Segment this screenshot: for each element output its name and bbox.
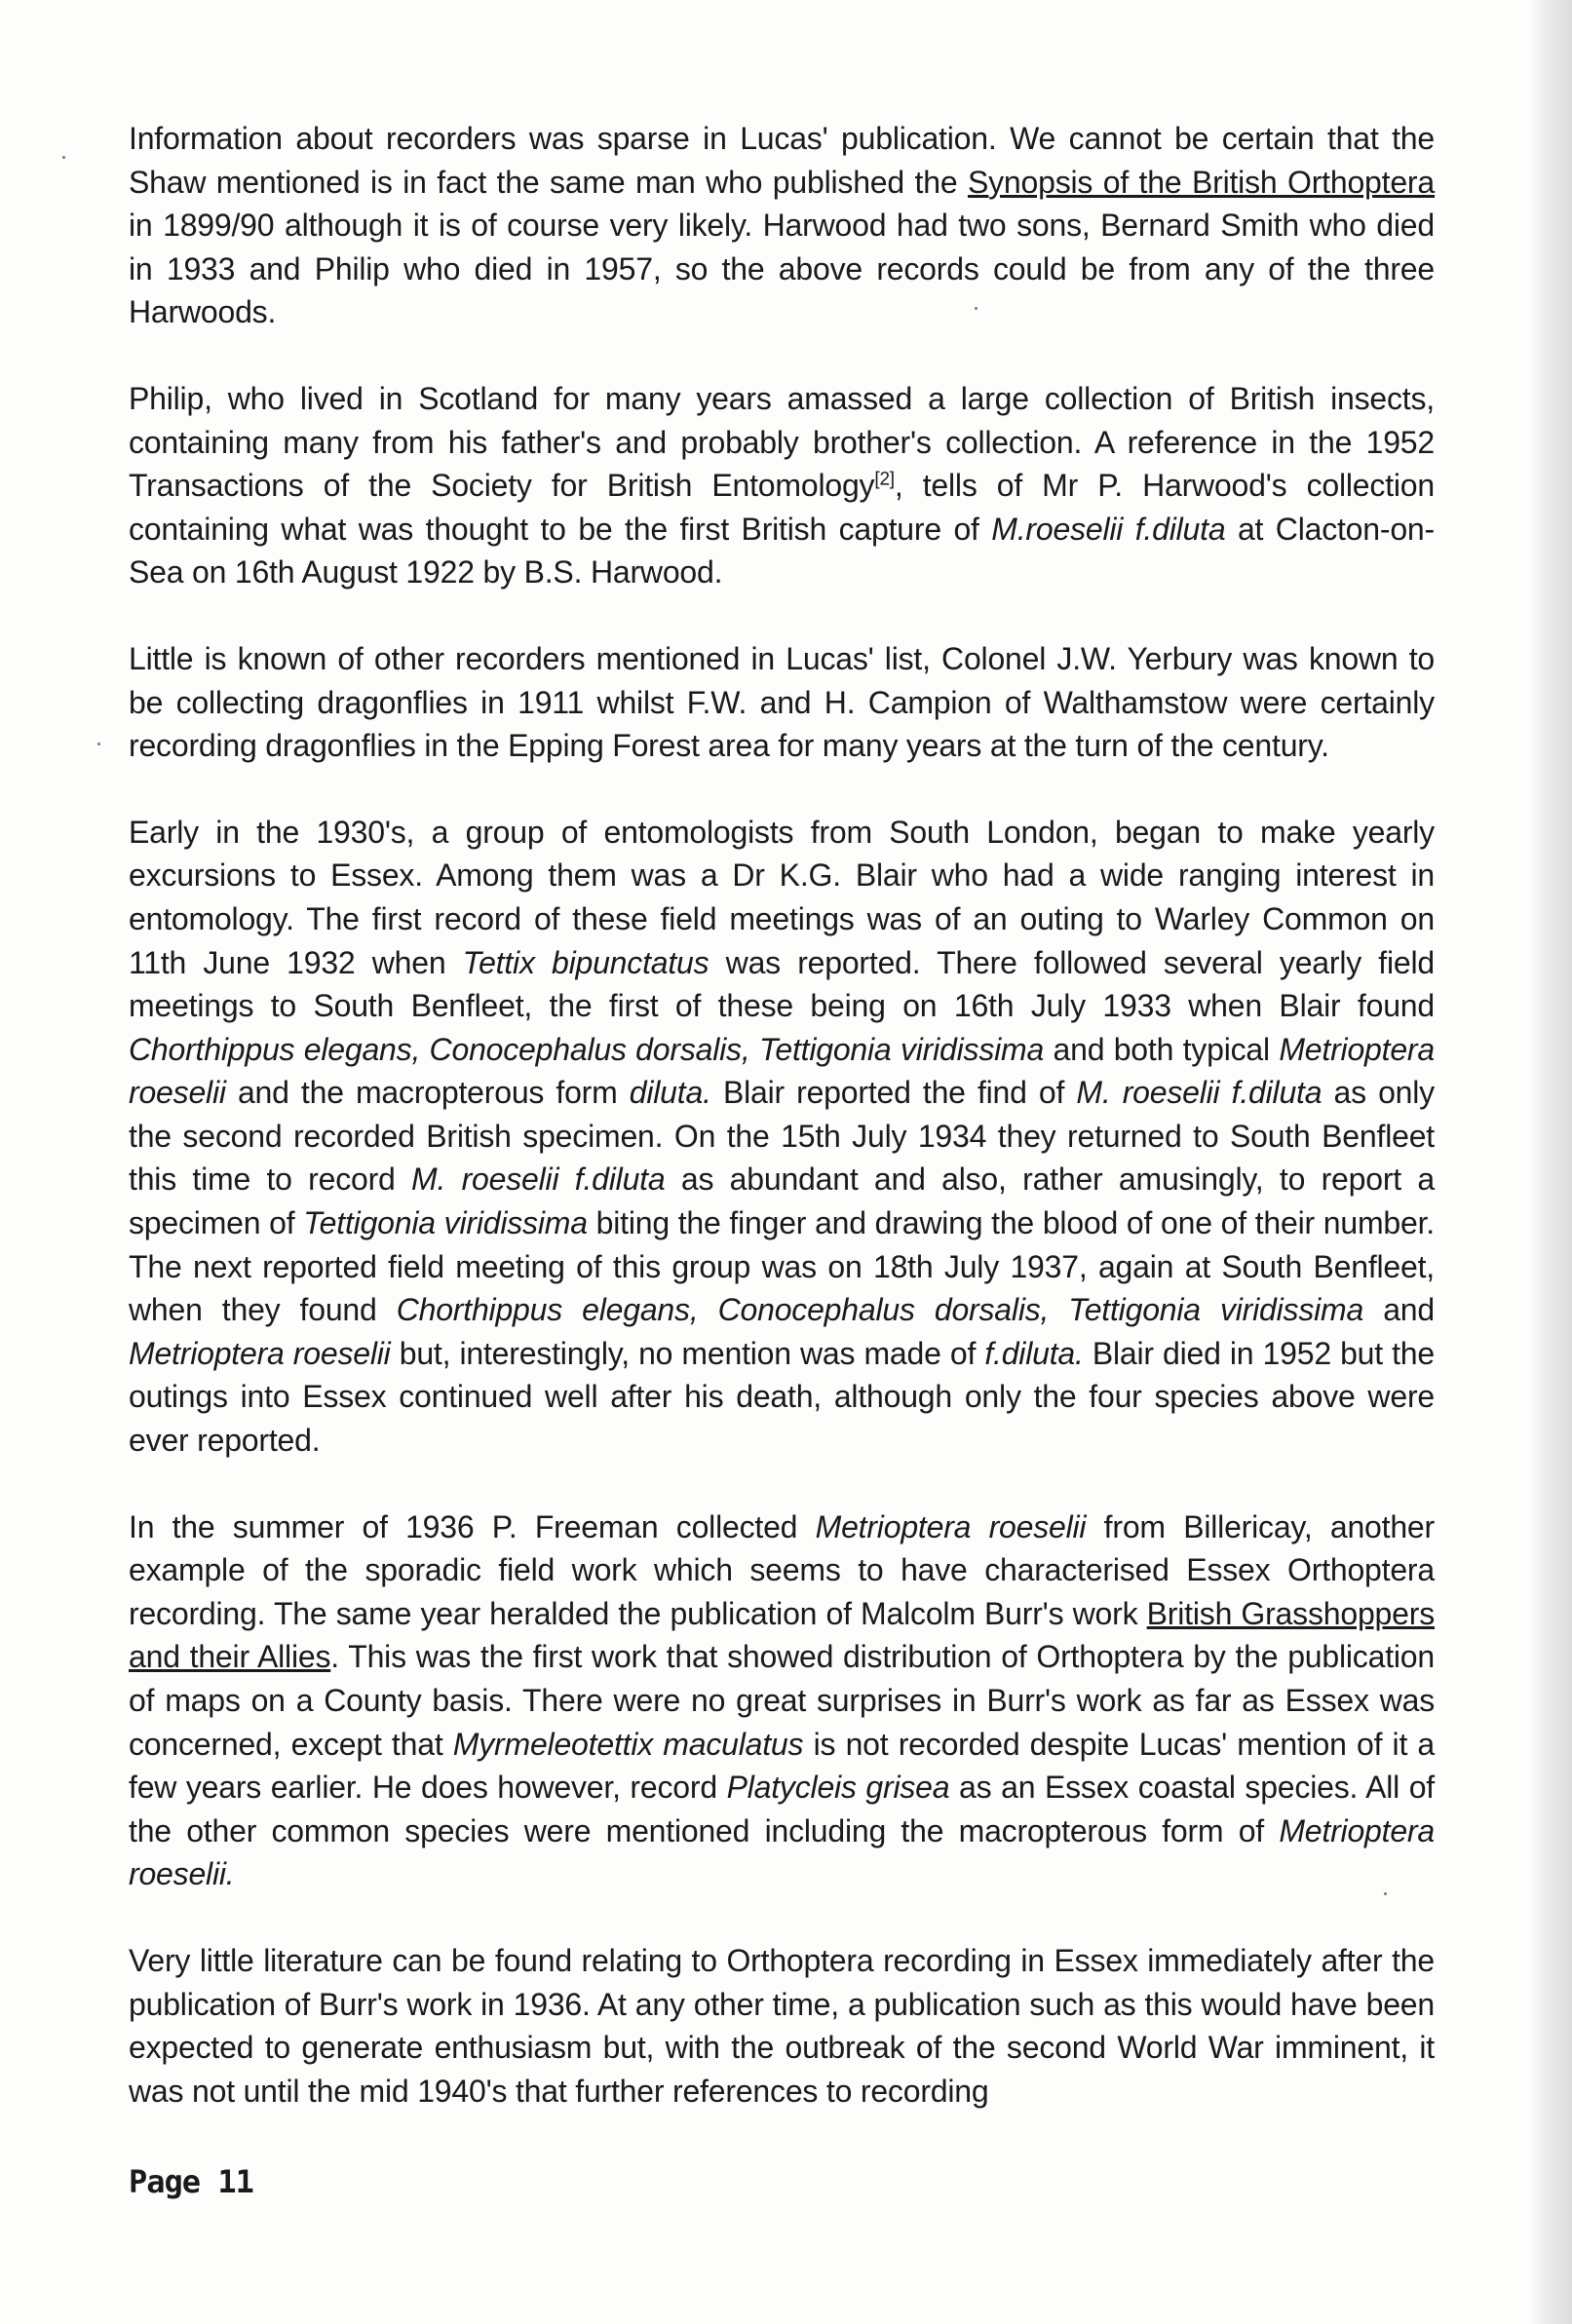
- species-name: M.roeselii f.diluta: [991, 511, 1226, 547]
- text-run: is not recorded despite Lucas' mention of it a few years earlier. He does however, record: [129, 1726, 1436, 1806]
- text-run: , tells of Mr P. Harwood's collection containing what was thought to be the first British capture of: [129, 468, 1435, 547]
- species-name: M. roeselii f.diluta: [1076, 1075, 1323, 1111]
- species-name: Metrioptera roeselii: [815, 1508, 1087, 1544]
- text-run: Early in the 1930's, a group of entomologists from South London, began to make yearly excursions to Essex. Among them was a Dr K.G. Blair who had a wide ranging interest in entomology. The first record of these field meetings was of an outing to Warley Common on 11th June 1932 when: [129, 814, 1435, 980]
- text-run: and both typical: [1044, 1031, 1280, 1067]
- text-run: was reported. There followed several yearly field meetings to South Benfleet, the first of these being on 16th July 1933 when Blair found: [129, 944, 1435, 1024]
- text-run: from Billericay, another example of the sporadic field work which seems to have characterised Essex Orthoptera recording. The same year heralded the publication of Malcolm Burr's work: [129, 1508, 1435, 1631]
- text-run: but, interestingly, no mention was made of: [390, 1335, 985, 1371]
- paragraph-recorders: [129, 117, 1435, 334]
- paragraph-other-recorders: [129, 637, 1435, 768]
- paragraph-1930s-excursions: [129, 811, 1435, 1463]
- text-run: Blair died in 1952 but the outings into Essex continued well after his death, although only the four species above were ever reported.: [129, 1335, 1435, 1459]
- page-number: Page 11: [129, 2163, 253, 2200]
- text-run: as an Essex coastal species. All of the other common species were mentioned including the macropterous form of: [129, 1770, 1435, 1848]
- text-run: and: [1363, 1292, 1435, 1328]
- text-run: Little is known of other recorders mentioned in Lucas' list, Colonel J.W. Yerbury was known to be collecting dragonflies in 1911 whilst F.W. and H. Campion of Walthamstow were certainly recording dragonflies in the Epping Forest area for many years at the turn of the century.: [129, 640, 1435, 764]
- species-name: M. roeselii f.diluta: [411, 1162, 666, 1198]
- text-run: Very little literature can be found relating to Orthoptera recording in Essex immediately after the publication of Burr's work in 1936. At any other time, a publication such as this would have been expected to generate enthusiasm but, with the outbreak of the second World War imminent, it was not until the mid 1940's that further references to recording: [129, 1942, 1435, 2109]
- species-name: Myrmeleotettix maculatus: [452, 1726, 804, 1762]
- species-name: Metrioptera roeselii: [129, 1335, 391, 1371]
- species-name: Metrioptera roeselii: [129, 1031, 1435, 1111]
- species-name: Platycleis grisea: [726, 1770, 950, 1806]
- text-run: Philip, who lived in Scotland for many years amassed a large collection of British insects, containing many from his father's and probably brother's collection. A reference in the 1952 Transactions of the Society for British Entomology: [129, 380, 1435, 504]
- text-run: In the summer of 1936 P. Freeman collected: [129, 1508, 816, 1544]
- species-name: Chorthippus elegans, Conocephalus dorsalis, Tettigonia viridissima: [396, 1292, 1364, 1328]
- species-name: Tettigonia viridissima: [303, 1205, 588, 1241]
- text-run: Blair reported the find of: [710, 1075, 1077, 1111]
- text-run: biting the finger and drawing the blood of one of their number. The next reported field meeting of this group was on 18th July 1937, again at South Benfleet, when they found: [129, 1205, 1435, 1328]
- species-name: Chorthippus elegans, Conocephalus dorsalis, Tettigonia viridissima: [129, 1031, 1045, 1067]
- text-run: in 1899/90 although it is of course very likely. Harwood had two sons, Bernard Smith who died in 1933 and Philip who died in 1957, so the above records could be from any of the three Harwoods.: [129, 208, 1435, 330]
- paragraph-post-1936: [129, 1939, 1435, 2113]
- reference-marker: [2]: [874, 469, 895, 490]
- text-run: as only the second recorded British specimen. On the 15th July 1934 they returned to South Benfleet this time to record: [129, 1075, 1435, 1198]
- species-name: Metrioptera roeselii.: [129, 1812, 1435, 1892]
- book-title: Synopsis of the British Orthoptera: [967, 164, 1435, 200]
- text-run: at Clacton-on-Sea on 16th August 1922 by B.S. Harwood.: [129, 511, 1435, 591]
- text-run: Information about recorders was sparse in Lucas' publication. We cannot be certain that the Shaw mentioned is in fact the same man who published the: [129, 121, 1435, 200]
- scan-speck: [97, 743, 100, 745]
- text-run: . This was the first work that showed distribution of Orthoptera by the publication of maps on a County basis. There were no great surprises in Burr's work as far as Essex was concerned, except that: [129, 1639, 1435, 1762]
- species-name: diluta.: [629, 1075, 711, 1111]
- species-name: Tettix bipunctatus: [462, 944, 709, 980]
- page-binding-shadow: [1527, 0, 1572, 2324]
- book-title: British Grasshoppers and their Allies: [129, 1595, 1435, 1675]
- text-run: as abundant and also, rather amusingly, to report a specimen of: [129, 1162, 1435, 1241]
- species-name: f.diluta.: [984, 1335, 1084, 1371]
- text-run: and the macropterous form: [225, 1075, 630, 1111]
- paragraph-philip-harwood: [129, 377, 1435, 594]
- scan-speck: [62, 156, 65, 159]
- body-text: [129, 117, 1435, 2113]
- paragraph-burr-publication: [129, 1505, 1435, 1896]
